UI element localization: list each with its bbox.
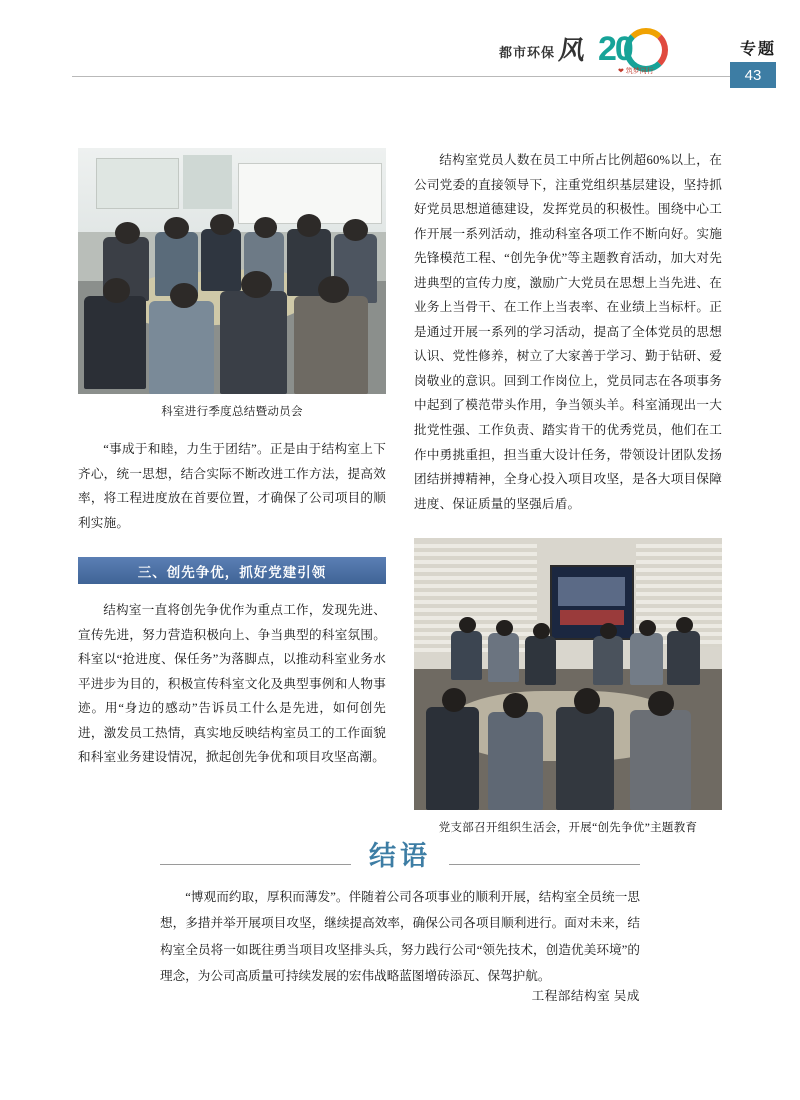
section-label: 专题 — [739, 41, 776, 58]
conclusion-title-wrap — [160, 834, 640, 873]
photo-caption-2: 党支部召开组织生活会，开展“创先争优”主题教育 — [438, 822, 698, 835]
page-header — [0, 18, 800, 78]
right-paragraph-1: 结构室党员人数在员工中所占比例超60%以上，在公司党委的直接领导下，注重党组织基层建设，坚持抓好党员思想道德建设，发挥党员的积极性。围绕中心工作开展一系列活动，推动科室各项工作不断向好。实施先锋模范工程、“创先争优”等主题教育活动，加大对先进典型的宣传力度，激励广大党员在思想上当先进、在业务上当骨干、在工作上当表率、在业绩上当标杆。正是通过开展一系列的学习活动，提高了全体党员的思想认识、党性修养，树立了大家善于学习、勤于钻研、爱岗敬业的意识。回到工作岗位上，党员同志在各项事务中起到了模范带头作用，争当领头羊。科室涌现出一大批党性强、工作负责、踏实肯干的优秀党员，他们在工作中勇挑重担，担当重大设计任务，带领设计团队发扬团结拼搏精神，全身心投入项目攻坚，是各大项目保障进度、保证质量的坚强后盾。 — [414, 153, 722, 511]
conclusion-paragraph: “博观而约取，厚积而薄发”。伴随着公司各项事业的顺利开展，结构室全员统一思想，多措并举开展项目攻坚，继续提高效率，确保公司各项目顺利进行。面对未来，结构室全员将一如既往勇当项目攻坚排头兵，努力践行公司“领先技术，创造优美环境”的理念，为公司高质量可持续发展的宏伟战略蓝图增砖添瓦、保驾护航。 — [160, 890, 640, 984]
masthead-title: 都市环保 — [498, 44, 555, 60]
section-heading-bar: 三、创先争优，抓好党建引领 — [78, 557, 386, 584]
left-paragraph-1: “事成于和睦，力生于团结”。正是由于结构室上下齐心，统一思想，结合实际不断改进工作方法，提高效率，将工程进度放在首要位置，才确保了公司项目的顺利实施。 — [78, 442, 386, 530]
anniversary-subtitle: ❤ 筑梦同行 — [618, 68, 654, 75]
conclusion-title: 结语 — [351, 834, 449, 873]
photo-party-meeting — [414, 538, 722, 810]
anniversary-number: 20 — [598, 30, 632, 68]
left-paragraph-2: 结构室一直将创先争优作为重点工作，发现先进、宣传先进，努力营造积极向上、争当典型的科室氛围。科室以“抢进度、保任务”为落脚点，以推动科室业务水平进步为目的，积极宣传科室文化及典型事例和人物事迹。用“身边的感动”告诉员工什么是先进，如何创先进，激发员工热情，真实地反映结构室员工的工作面貌和科室业务建设情况，掀起创先争优和项目攻坚高潮。 — [78, 603, 386, 765]
masthead-wind-glyph: 风 — [557, 36, 588, 65]
photo-meeting-room — [78, 148, 386, 394]
photo-caption-1: 科室进行季度总结暨动员会 — [161, 406, 303, 418]
anniversary-logo — [598, 26, 680, 78]
conclusion-body — [160, 884, 640, 990]
masthead-logo — [498, 36, 588, 65]
page-number-badge: 43 — [730, 62, 776, 88]
right-column — [414, 148, 722, 835]
article-byline: 工程部结构室 吴成 — [531, 989, 640, 1003]
left-column — [78, 148, 386, 770]
header-divider — [72, 76, 776, 77]
